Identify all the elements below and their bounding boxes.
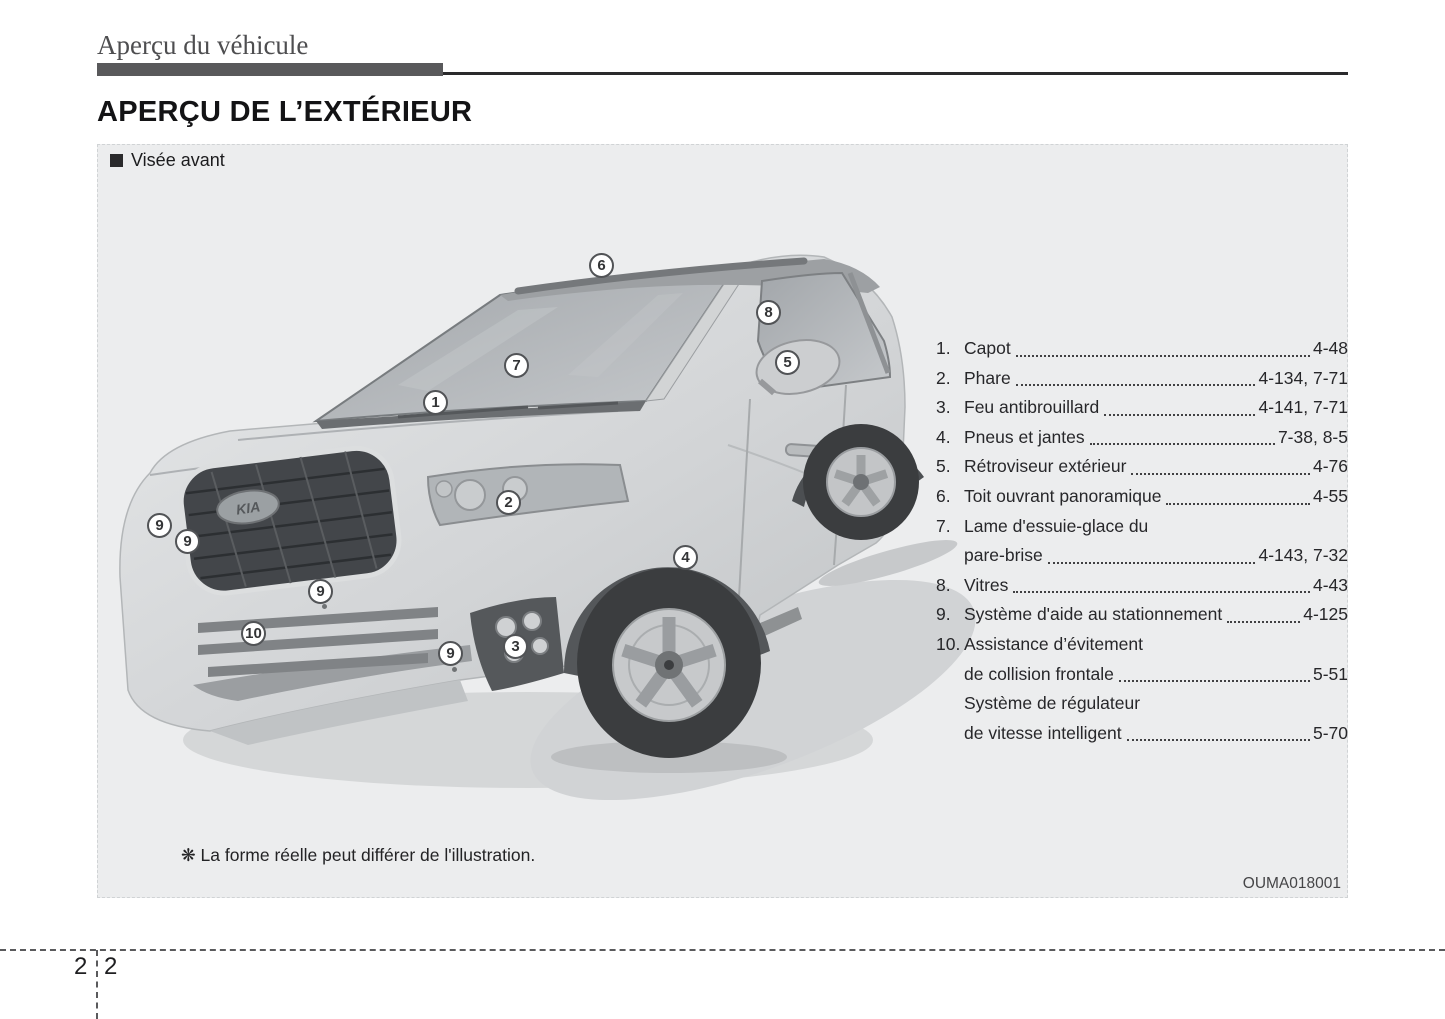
callout-7: 7 — [504, 353, 529, 378]
parts-list-item: 8. Vitres 4-43 — [936, 574, 1348, 595]
callout-9a: 9 — [147, 513, 172, 538]
callout-6: 6 — [589, 253, 614, 278]
footer-crop-line — [96, 950, 98, 1019]
callout-5: 5 — [775, 350, 800, 375]
figure-note: ❋ La forme réelle peut différer de l'illustration. — [181, 845, 536, 865]
callout-1: 1 — [423, 390, 448, 415]
callout-4: 4 — [673, 545, 698, 570]
parts-list-item: 1. Capot 4-48 — [936, 338, 1348, 358]
parts-list-item: 10. Assistance d’évitement — [936, 633, 1143, 654]
figure-label-text: Visée avant — [131, 150, 225, 170]
parts-list-item-line: de vitesse intelligent 5-70 — [964, 722, 1348, 743]
parts-list-item: 5. Rétroviseur extérieur 4-76 — [936, 456, 1348, 477]
parts-list-item: 7. Lame d'essuie-glace du — [936, 515, 1149, 536]
parts-list-item: 6. Toit ouvrant panoramique 4-55 — [936, 485, 1348, 506]
callout-9b: 9 — [175, 529, 200, 554]
page-number: 2 — [104, 953, 118, 980]
parts-list — [936, 334, 1348, 748]
parts-list-item: 3. Feu antibrouillard 4-141, 7-71 — [936, 397, 1348, 418]
figure-code: OUMA018001 — [1242, 875, 1341, 892]
square-bullet-icon — [110, 154, 123, 167]
callout-3: 3 — [503, 634, 528, 659]
callout-9c: 9 — [308, 579, 333, 604]
kia-badge-text: KIA — [235, 498, 262, 518]
figure-box — [97, 144, 1348, 898]
header-bar — [97, 63, 443, 76]
callout-leader-dot — [452, 667, 457, 672]
parts-list-item: 9. Système d'aide au stationnement 4-125 — [936, 604, 1348, 625]
parts-list-item-line: Système de régulateur — [964, 693, 1141, 714]
callout-9d: 9 — [438, 641, 463, 666]
figure-label — [110, 150, 225, 171]
parts-list-item: 4. Pneus et jantes 7-38, 8-5 — [936, 426, 1348, 447]
callout-2: 2 — [496, 490, 521, 515]
chapter-number: 2 — [74, 953, 88, 980]
parts-list-item: 2. Phare 4-134, 7-71 — [936, 367, 1348, 388]
callout-10: 10 — [241, 621, 266, 646]
parts-list-item-line: de collision frontale 5-51 — [964, 663, 1348, 684]
callout-8: 8 — [756, 300, 781, 325]
page-title: APERÇU DE L’EXTÉRIEUR — [97, 96, 473, 128]
parts-list-item-line: pare-brise 4-143, 7-32 — [964, 545, 1348, 566]
callout-leader-dot — [322, 604, 327, 609]
section-header: Aperçu du véhicule — [97, 30, 309, 60]
footer-dashed-line — [0, 949, 1445, 951]
grille — [177, 444, 403, 597]
